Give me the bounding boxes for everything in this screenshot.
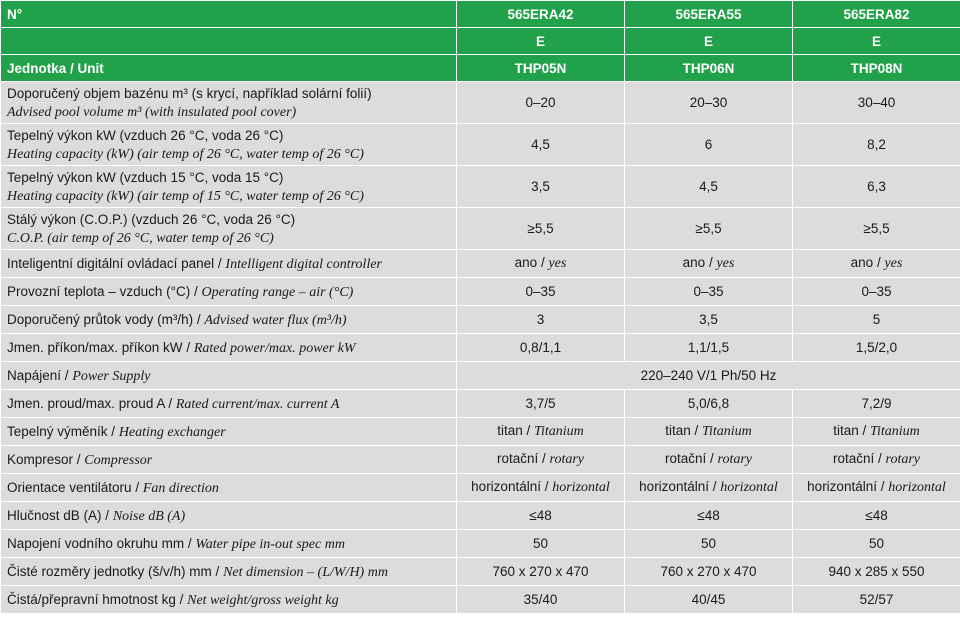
label-en: Noise dB (A) [112, 508, 186, 524]
spec-row [1, 166, 960, 208]
label-cz: Kompresor [7, 451, 74, 467]
value-cz: ano [850, 255, 874, 270]
value-cell: 5 [793, 306, 960, 334]
value-en: yes [884, 256, 903, 271]
value-cell: 0–35 [457, 278, 625, 306]
model-cell: 565ERA55 [625, 1, 793, 28]
value-separator: / [708, 479, 721, 494]
value-en: horizontal [552, 480, 610, 495]
no-label: N° [1, 1, 457, 28]
spec-row [1, 362, 960, 390]
row-label [1, 474, 457, 502]
value-cz: ano [514, 255, 538, 270]
row-label [1, 502, 457, 530]
row-label [1, 558, 457, 586]
value-en: Titanium [702, 424, 752, 439]
value-cell: 30–40 [793, 82, 960, 124]
class-label-empty [1, 28, 457, 55]
label-separator: / [184, 535, 196, 551]
row-label [1, 446, 457, 474]
value-cell: 760 x 270 x 470 [625, 558, 793, 586]
value-cell [793, 418, 960, 446]
row-label [1, 334, 457, 362]
value-cell: 35/40 [457, 586, 625, 614]
label-separator: / [131, 479, 143, 495]
value-cz: titan [833, 423, 859, 438]
value-cell: 50 [625, 530, 793, 558]
value-separator: / [873, 255, 885, 270]
value-cell [457, 418, 625, 446]
value-cell: ≤48 [793, 502, 960, 530]
label-cz: Doporučený objem bazénu m³ (s krycí, například solární folií) [7, 85, 372, 101]
label-cz: Orientace ventilátoru [7, 479, 132, 495]
spec-row [1, 208, 960, 250]
value-cell: ≥5,5 [793, 208, 960, 250]
spec-row [1, 124, 960, 166]
model-cell: 565ERA82 [793, 1, 960, 28]
spec-row [1, 250, 960, 278]
label-en: C.O.P. (air temp of 26 °C, water temp of 26 °C) [7, 230, 274, 246]
label-cz: Jmen. příkon/max. příkon kW [7, 339, 183, 355]
value-cell: ≤48 [457, 502, 625, 530]
label-en: Rated current/max. current A [175, 396, 340, 412]
value-cz: titan [497, 423, 523, 438]
label-cz: Tepelný výměník [7, 423, 108, 439]
value-cell: 760 x 270 x 470 [457, 558, 625, 586]
value-cell: ≥5,5 [457, 208, 625, 250]
value-separator: / [537, 255, 549, 270]
value-cell: 4,5 [457, 124, 625, 166]
value-separator: / [705, 255, 717, 270]
value-cz: horizontální [807, 479, 877, 494]
label-cz: Doporučený průtok vody (m³/h) [7, 311, 194, 327]
label-cz: Tepelný výkon kW (vzduch 15 °C, voda 15 °C) [7, 169, 284, 185]
value-cz: rotační [664, 451, 707, 466]
value-cell [793, 250, 960, 278]
label-cz: Napojení vodního okruhu mm [7, 535, 185, 551]
value-cell: 0,8/1,1 [457, 334, 625, 362]
value-cell: 52/57 [793, 586, 960, 614]
value-cell: 3,7/5 [457, 390, 625, 418]
label-en: Water pipe in-out spec mm [195, 536, 345, 552]
value-cell [457, 446, 625, 474]
header-row-class [1, 28, 960, 55]
label-en: Heating capacity (kW) (air temp of 15 °C, water temp of 26 °C) [7, 188, 364, 204]
value-cell [793, 474, 960, 502]
class-cell: E [625, 28, 793, 55]
value-cell: 6,3 [793, 166, 960, 208]
value-separator: / [858, 423, 870, 438]
spec-row [1, 558, 960, 586]
value-cell [625, 250, 793, 278]
value-cell: ≥5,5 [625, 208, 793, 250]
value-cell: 220–240 V/1 Ph/50 Hz [457, 362, 960, 390]
value-separator: / [538, 451, 550, 466]
value-separator: / [522, 423, 534, 438]
row-label [1, 250, 457, 278]
label-cz: Tepelný výkon kW (vzduch 26 °C, voda 26 °C) [7, 127, 284, 143]
value-en: rotary [549, 452, 585, 467]
label-en: Power Supply [72, 368, 151, 384]
label-en: Advised water flux (m³/h) [204, 312, 347, 328]
value-cell [457, 250, 625, 278]
label-en: Fan direction [142, 480, 219, 496]
value-cell: 1,5/2,0 [793, 334, 960, 362]
row-label [1, 208, 457, 250]
value-cell: 50 [793, 530, 960, 558]
label-separator: / [61, 367, 73, 383]
value-cz: rotační [496, 451, 539, 466]
value-cell: 3 [457, 306, 625, 334]
label-separator: / [193, 311, 205, 327]
label-separator: / [164, 395, 176, 411]
value-cell: 6 [625, 124, 793, 166]
label-separator: / [211, 563, 224, 579]
unit-cell: THP06N [625, 55, 793, 82]
label-cz: Stálý výkon (C.O.P.) (vzduch 26 °C, voda 26 °C) [7, 211, 296, 227]
label-en: Net weight/gross weight kg [187, 592, 339, 608]
value-cell [625, 418, 793, 446]
label-separator: / [101, 507, 113, 523]
row-label [1, 390, 457, 418]
spec-row [1, 530, 960, 558]
label-en: Intelligent digital controller [225, 256, 382, 272]
label-en: Rated power/max. power kW [193, 340, 356, 356]
label-separator: / [182, 339, 194, 355]
label-cz: Čisté rozměry jednotky (š/v/h) mm [7, 563, 212, 579]
value-cell [457, 474, 625, 502]
value-cell [793, 446, 960, 474]
spec-row [1, 306, 960, 334]
row-label [1, 124, 457, 166]
value-cz: horizontální [639, 479, 709, 494]
value-cell: 40/45 [625, 586, 793, 614]
label-cz: Provozní teplota – vzduch (°C) [7, 283, 191, 299]
row-label [1, 278, 457, 306]
value-cell [625, 446, 793, 474]
value-separator: / [874, 451, 886, 466]
value-cell: ≤48 [625, 502, 793, 530]
value-en: yes [548, 256, 567, 271]
label-separator: / [214, 255, 226, 271]
spec-row [1, 586, 960, 614]
value-cell: 3,5 [457, 166, 625, 208]
row-label [1, 418, 457, 446]
label-en: Advised pool volume m³ (with insulated pool cover) [7, 104, 297, 120]
row-label [1, 82, 457, 124]
row-label [1, 586, 457, 614]
value-cell: 7,2/9 [793, 390, 960, 418]
value-separator: / [706, 451, 718, 466]
value-cz: titan [665, 423, 691, 438]
unit-label: Jednotka / Unit [1, 55, 457, 82]
value-en: rotary [717, 452, 753, 467]
header-row-unit [1, 55, 960, 82]
label-cz: Napájení [7, 367, 62, 383]
unit-cell: THP05N [457, 55, 625, 82]
value-en: horizontal [720, 480, 778, 495]
value-separator: / [876, 479, 889, 494]
label-cz: Hlučnost dB (A) [7, 507, 102, 523]
value-cell: 20–30 [625, 82, 793, 124]
label-cz: Jmen. proud/max. proud A [7, 395, 165, 411]
value-cell: 8,2 [793, 124, 960, 166]
label-cz: Inteligentní digitální ovládací panel [7, 255, 215, 271]
value-cell: 940 x 285 x 550 [793, 558, 960, 586]
value-cell [625, 474, 793, 502]
value-cell: 0–35 [625, 278, 793, 306]
label-separator: / [175, 591, 188, 607]
label-cz: Čistá/přepravní hmotnost kg [7, 591, 176, 607]
row-label [1, 306, 457, 334]
unit-cell: THP08N [793, 55, 960, 82]
spec-row [1, 278, 960, 306]
model-cell: 565ERA42 [457, 1, 625, 28]
value-en: horizontal [888, 480, 946, 495]
row-label [1, 530, 457, 558]
value-cell: 3,5 [625, 306, 793, 334]
label-en: Heating capacity (kW) (air temp of 26 °C, water temp of 26 °C) [7, 146, 364, 162]
value-cell: 4,5 [625, 166, 793, 208]
value-en: rotary [885, 452, 921, 467]
label-en: Compressor [84, 452, 153, 468]
label-separator: / [190, 283, 202, 299]
class-cell: E [793, 28, 960, 55]
row-label [1, 166, 457, 208]
spec-row [1, 502, 960, 530]
header-row-model [1, 1, 960, 28]
value-cell: 50 [457, 530, 625, 558]
value-separator: / [540, 479, 553, 494]
value-cell: 5,0/6,8 [625, 390, 793, 418]
value-cell: 0–20 [457, 82, 625, 124]
value-cell: 0–35 [793, 278, 960, 306]
spec-row [1, 418, 960, 446]
spec-row [1, 82, 960, 124]
value-cz: ano [682, 255, 706, 270]
value-cz: rotační [832, 451, 875, 466]
value-en: Titanium [870, 424, 920, 439]
class-cell: E [457, 28, 625, 55]
spec-row [1, 474, 960, 502]
value-separator: / [690, 423, 702, 438]
label-separator: / [107, 423, 119, 439]
value-en: Titanium [534, 424, 584, 439]
spec-row [1, 390, 960, 418]
label-en: Operating range – air (°C) [201, 284, 354, 300]
value-en: yes [716, 256, 735, 271]
spec-row [1, 446, 960, 474]
value-cz: horizontální [471, 479, 541, 494]
value-cell: 1,1/1,5 [625, 334, 793, 362]
spec-row [1, 334, 960, 362]
row-label [1, 362, 457, 390]
label-en: Heating exchanger [118, 424, 226, 440]
label-en: Net dimension – (L/W/H) mm [223, 564, 388, 580]
label-separator: / [73, 451, 85, 467]
